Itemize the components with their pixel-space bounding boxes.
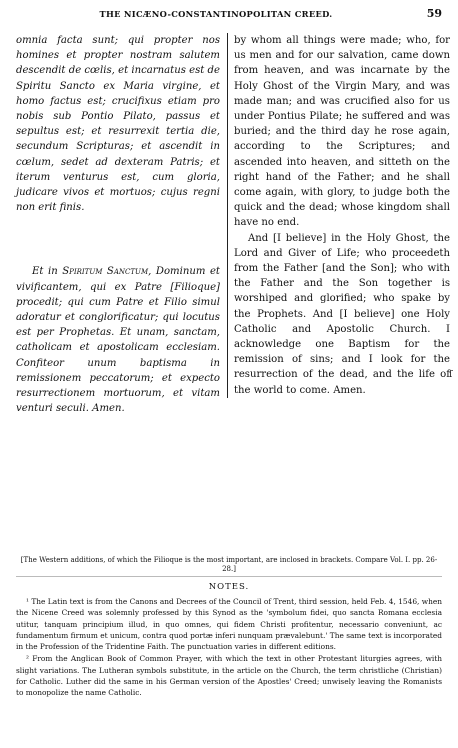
running-title: THE NICÆNO-CONSTANTINOPOLITAN CREED. [99, 9, 333, 19]
english-paragraph-2: And [I believe] in the Holy Ghost, the Lord and Giver of Life; who proceedeth from the Father [and the Son]; who with the Father and the Son together is worshiped and glorified; who spake by the Prophets. And [I believe] one Holy Catholic and Apostolic Church. I acknowledge one Baptism for the remission of sins; and I look for the resurrection of the dead, and the life of the world to come. Amen. [234, 232, 450, 396]
latin-paragraph-2-start: Et in [32, 266, 63, 278]
latin-paragraph-1: omnia facta sunt; qui propter nos homines et propter nostram salutem descendit de cœlis, et incarnatus est de Spiritu Sancto ex Maria virgine, et homo factus est; crucifixus etiam pro nobis sub Pontio Pilato, passus et sepultus est; et resurrexit tertia die, secundum Scripturas; et ascendit in cœlum, sedet ad dexteram Patris; et iterum venturus est, cum gloria, judicare vivos et mortuos; cujus regni non erit finis. [16, 35, 220, 214]
page-number: 59 [426, 7, 442, 20]
latin-paragraph-2-rest: , Dominum et vivificantem, qui ex Patre [Filioque] procedit; qui cum Patre et Filio simul adoratur et conglorificatur; qui locutus est per Prophetas. Et unam, sanctam, catholicam et apostolicam ecclesiam. Confiteor unum baptisma in remissionem peccatorum; et expecto resurrectionem mortuorum, et vitam venturi seculi. Amen. [16, 266, 220, 415]
english-paragraph-1: by whom all things were made; who, for us men and for our salvation, came down from heaven, and was incarnate by the Holy Ghost of the Virgin Mary, and was made man; and was crucified also for us under Pontius Pilate; he suffered and was buried; and the third day he rose again, according to the Scriptures; and ascended into heaven, and sitteth on the right hand of the Father; and he shall come again, with glory, to judge both the quick and the dead; whose kingdom shall have no end. [234, 35, 450, 229]
notes-divider [16, 576, 442, 577]
margin-mark: ſ [449, 370, 453, 380]
footnote-1: ¹ The Latin text is from the Canons and Decrees of the Council of Trent, third session, held Feb. 4, 1546, when the Nicene Creed was solemnly professed by this Synod as the 'symbolum fidei, quo sancta Romana ecclesia utitur, tanquam principium illud, in quo omnes, qui fidem Christi profitentur, necessario conveniunt, ac fundamentum firmum et unicum, contra quod portæ inferi nunquam prævalebunt.' The same text is incorporated in the Profession of the Tridentine Faith. The punctuation varies in different editions. [16, 597, 442, 652]
latin-paragraph-2 [16, 264, 220, 416]
page-header [30, 9, 442, 25]
english-column [227, 33, 453, 398]
bracket-note: [The Western additions, of which the Filioque is the most important, are inclosed in brackets. Compare Vol. I. pp. 26-28.] [20, 556, 438, 573]
notes-heading: NOTES. [208, 582, 250, 592]
footnotes [16, 596, 442, 700]
latin-column [16, 33, 220, 416]
latin-spiritum-sanctum: Spiritum Sanctum [62, 266, 149, 278]
footnote-2: ² From the Anglican Book of Common Prayer, with which the text in other Protestant liturgies agrees, with slight variations. The Lutheran symbols substitute, in the article on the Church, the term christliche (Christian) for Catholic. Luther did the same in his German version of the Apostles' Creed; unwisely leaving the Romanists to monopolize the name Catholic. [16, 654, 442, 698]
